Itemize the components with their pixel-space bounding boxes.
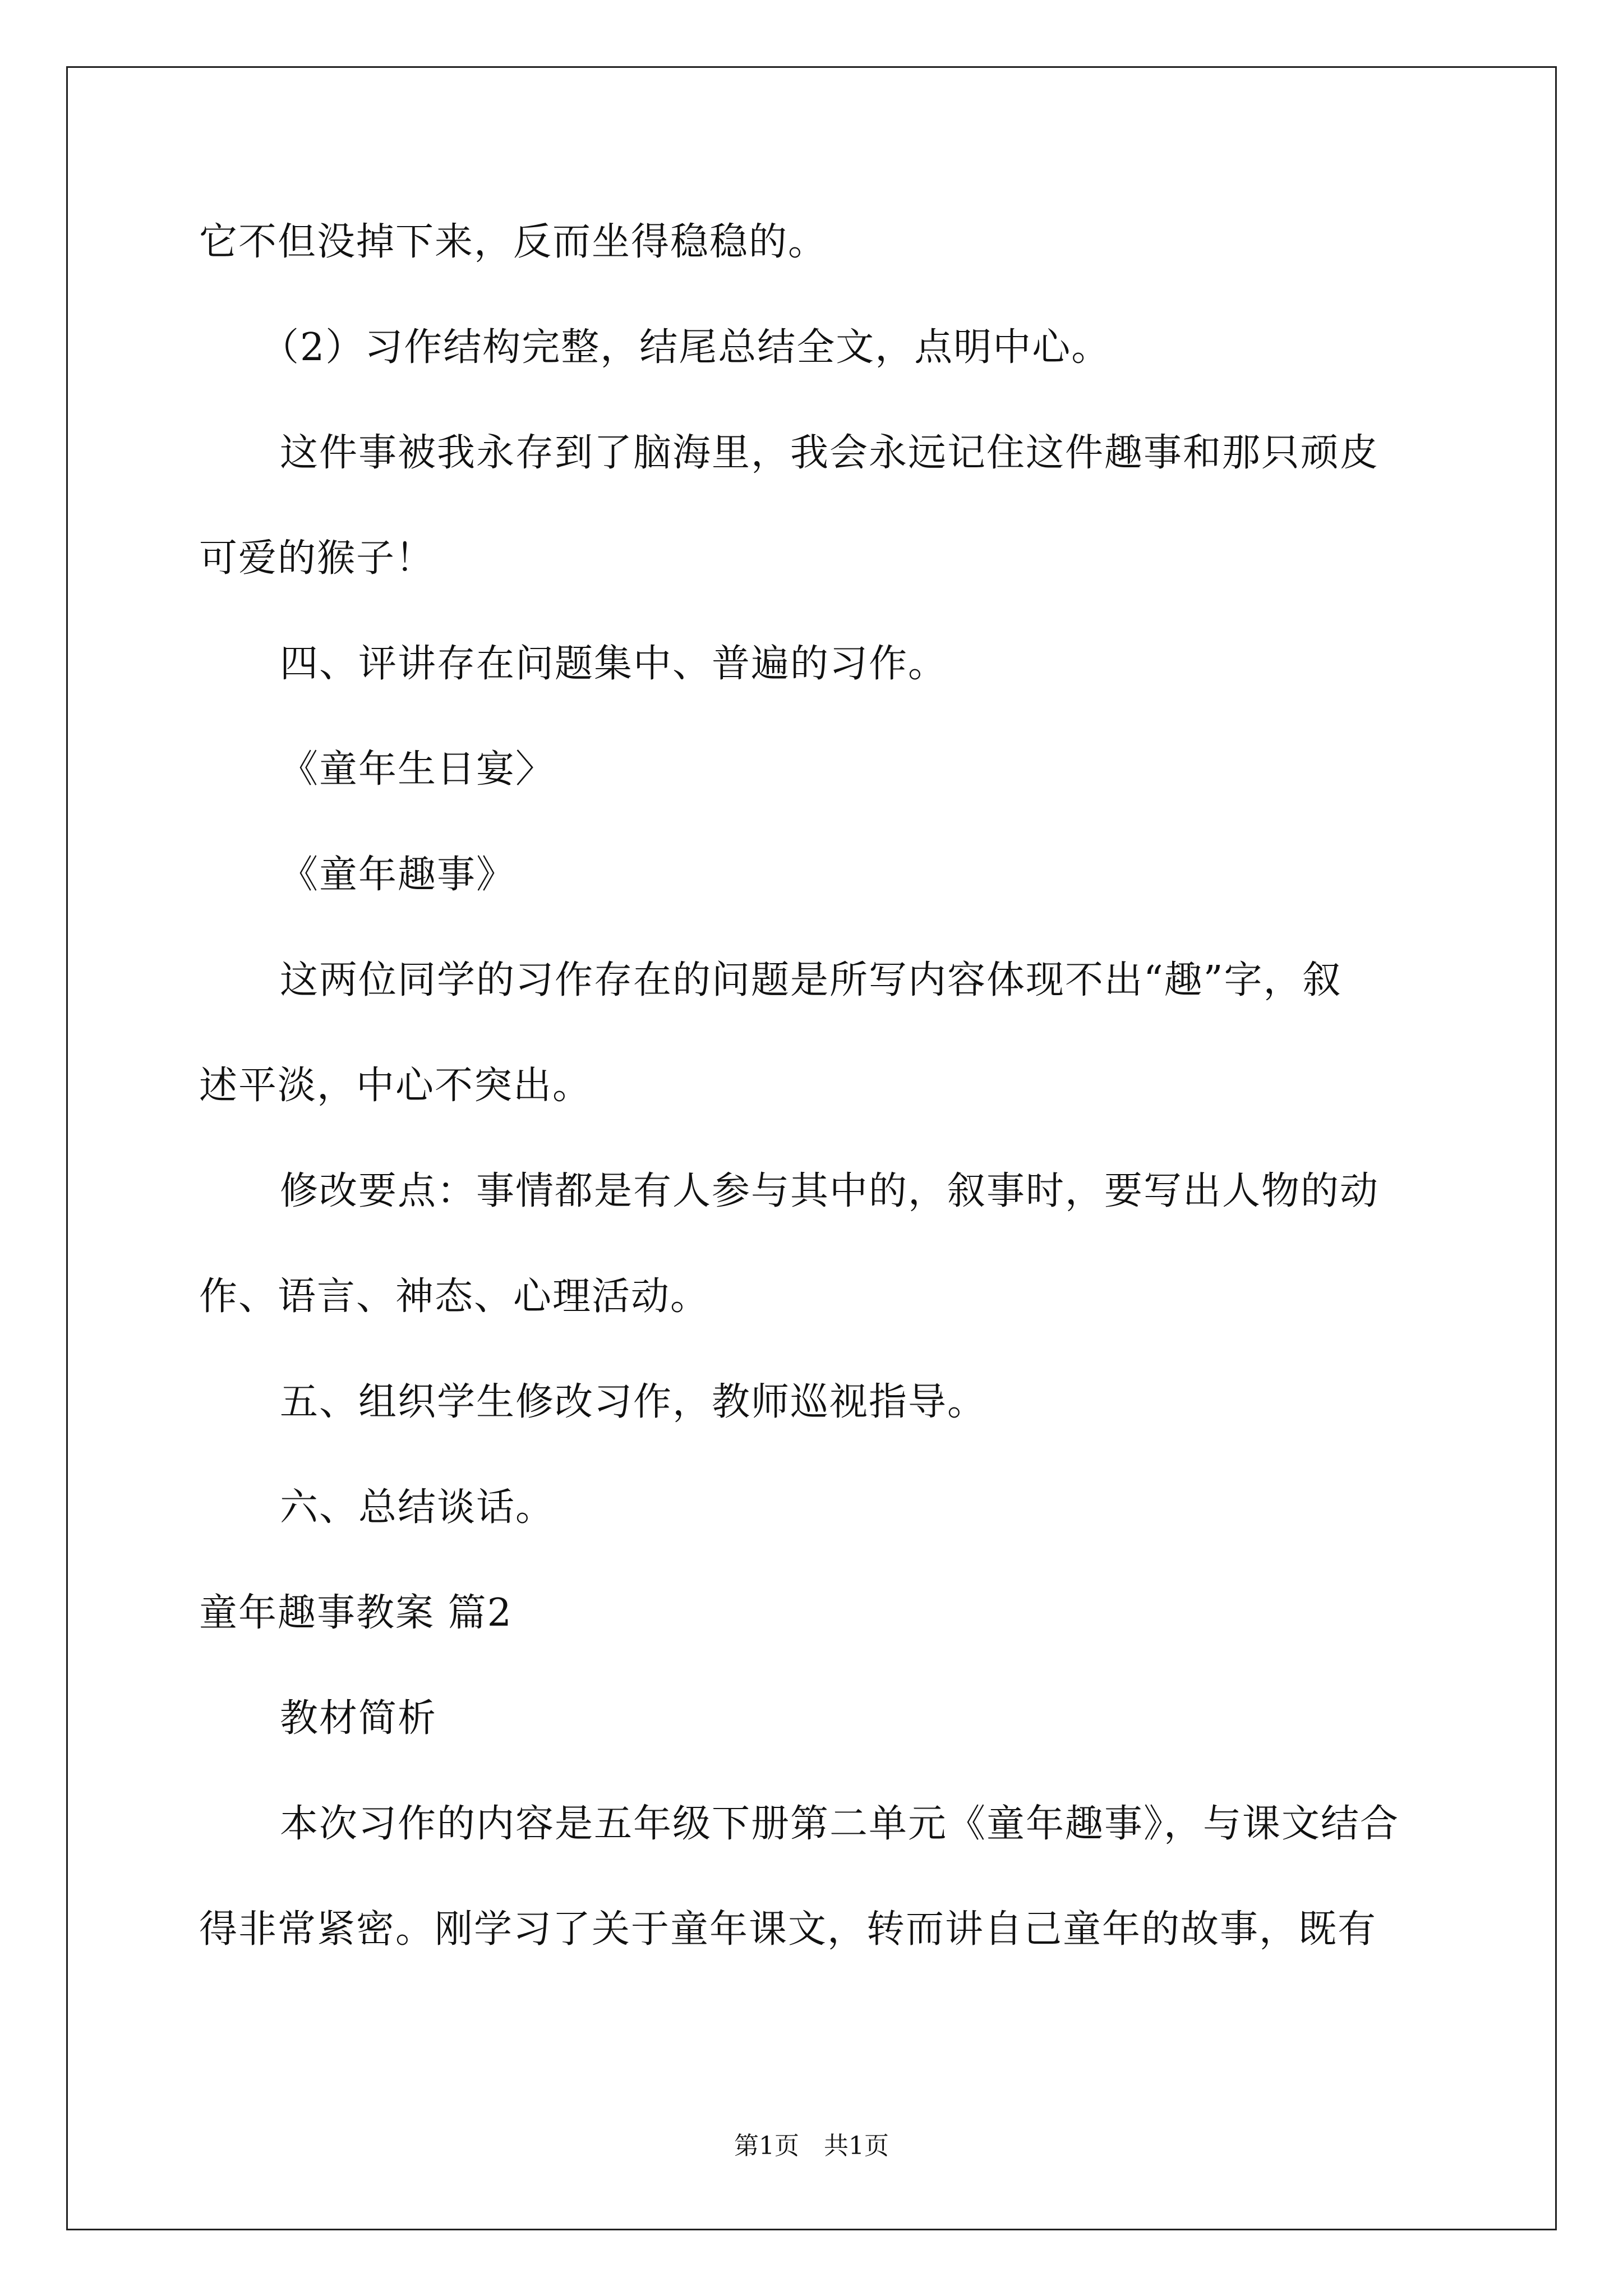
section-heading: 四、评讲存在问题集中、普遍的习作。 bbox=[280, 642, 948, 686]
text-line: 作、语言、神态、心理活动。 bbox=[199, 1274, 710, 1319]
section-heading: 六、总结谈话。 bbox=[280, 1485, 555, 1530]
section-heading: 五、组织学生修改习作，教师巡视指导。 bbox=[280, 1380, 987, 1424]
page-footer: 第1页 共1页 bbox=[734, 2132, 889, 2160]
text-line: 修改要点：事情都是有人参与其中的，叙事时，要写出人物的动 bbox=[280, 1169, 1380, 1213]
essay-title: 《童年趣事》 bbox=[280, 853, 516, 897]
text-line: 它不但没掉下来，反而坐得稳稳的。 bbox=[199, 220, 828, 264]
chapter-heading: 童年趣事教案 篇2 bbox=[199, 1591, 513, 1635]
text-line: 可爱的猴子！ bbox=[199, 536, 435, 581]
text-line: 述平淡，中心不突出。 bbox=[199, 1064, 592, 1108]
text-line: 这件事被我永存到了脑海里，我会永远记住这件趣事和那只顽皮 bbox=[280, 431, 1380, 475]
subsection-heading: 教材简析 bbox=[280, 1696, 437, 1741]
text-line: 本次习作的内容是五年级下册第二单元《童年趣事》，与课文结合 bbox=[280, 1802, 1400, 1846]
text-line: 得非常紧密。刚学习了关于童年课文，转而讲自己童年的故事，既有 bbox=[199, 1907, 1377, 1952]
essay-title: 《童年生日宴〉 bbox=[280, 747, 555, 792]
text-line: （2）习作结构完整，结尾总结全文，点明中心。 bbox=[261, 325, 1111, 370]
text-line: 这两位同学的习作存在的问题是所写内容体现不出“趣”字，叙 bbox=[280, 958, 1342, 1002]
page-border bbox=[66, 66, 1557, 2230]
